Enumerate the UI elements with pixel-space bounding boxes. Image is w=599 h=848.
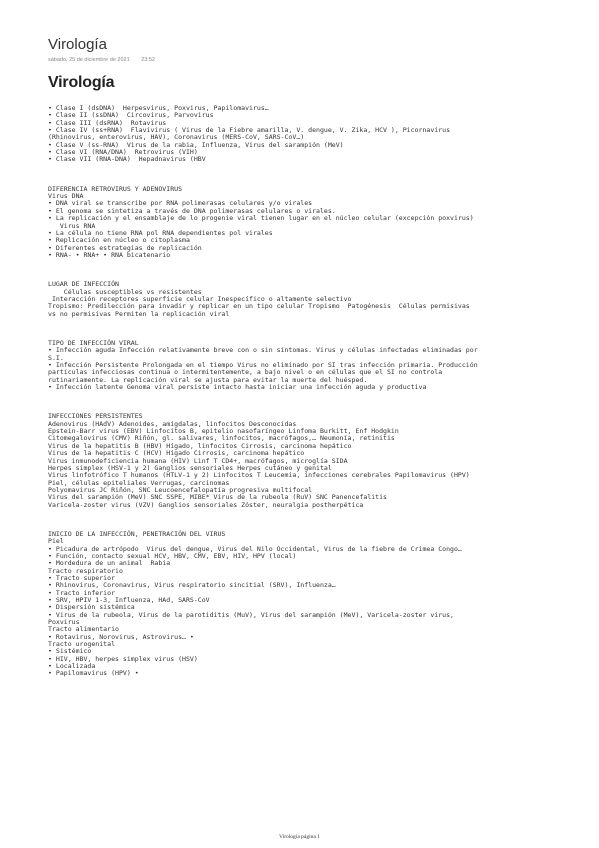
note-section <box>48 281 596 318</box>
blank-line <box>48 399 596 406</box>
text-line: • Sistémico <box>48 647 92 656</box>
text-line: Tracto alimentario <box>48 625 119 634</box>
note-section <box>48 105 596 164</box>
text-line: • Función, contacto sexual HCV, HBV, CMV, EBV, HIV, HPV (local) <box>48 551 297 560</box>
text-line: • Papilomavirus (HPV) • <box>48 669 139 678</box>
text-line: • RNA- • RNA+ • RNA bicatenario <box>48 250 171 259</box>
note-title: Virología <box>48 36 107 53</box>
blank-line <box>48 274 596 281</box>
text-line: Virus de la hepatitis C (HCV) Hígado Cirrosis, carcinoma hepático <box>48 449 305 458</box>
text-line: Epstein-Barr virus (EBV) Linfocitos B, epitelio nasofaríngeo Linfoma Burkitt, Enf Hodgkin <box>48 427 399 436</box>
text-line: Tracto urogenital <box>48 640 116 649</box>
text-line: • El genoma se sintetiza a través de DNA polimerasas celulares o virales. <box>48 206 336 215</box>
blank-line <box>48 509 596 516</box>
note-heading: Virología <box>48 74 115 91</box>
text-line: Virus RNA <box>48 221 96 230</box>
text-line: • DNA viral se transcribe por RNA polimerasas celulares y/o virales <box>48 199 313 208</box>
note-section <box>48 340 596 391</box>
text-line: Varicela-zoster virus (VZV) Ganglios sensoriales Zóster, neuralgia postherpética <box>48 500 364 509</box>
text-line: Células susceptibles vs resistentes <box>48 287 202 296</box>
note-section <box>48 531 596 678</box>
text-line: • Mordedura de un animal Rabia <box>48 559 171 568</box>
text-line: • Diferentes estrategias de replicación <box>48 243 202 252</box>
text-line: • Rhinovirus, Coronavirus, Virus respiratorio sincitial (SRV), Influenza… <box>48 581 336 590</box>
blank-line <box>48 164 596 171</box>
text-line: Tropismo: Predilección para invadir y replicar en un tipo celular Tropismo Patogénesis Células permisivas <box>48 302 470 311</box>
text-line: Virus inmunodeficiencia humana (HIV) Linf T CD4+, macrófagos, microglía SIDA <box>48 456 348 465</box>
text-line: DIFERENCIA RETROVIRUS Y ADENOVIRUS <box>48 184 183 193</box>
text-line: vs no permisivas Permiten la replicación viral <box>48 309 230 318</box>
text-line: • Infección Persistente Prolongada en el tiempo Virus no eliminado por SI tras infección primaria. Producción <box>48 361 478 370</box>
text-line: • Clase I (dsDNA) Herpesvirus, Poxvirus, Papilomavirus… <box>48 104 269 112</box>
text-line: • Clase II (ssDNA) Circovirus, Parvovirus <box>48 111 214 120</box>
text-line: Virus DNA <box>48 192 84 201</box>
text-line: • Tracto superior <box>48 574 116 582</box>
text-line: • HIV, HBV, herpes simplex virus (HSV) <box>48 654 198 663</box>
text-line: • Clase VII (RNA-DNA) Hepadnavirus (HBV <box>48 155 206 164</box>
text-line: Adenovirus (HAdV) Adenoides, amígdalas, linfocitos Desconocidas <box>48 419 297 428</box>
text-line: • Infección latente Genoma viral persiste intacto hasta iniciar una infección aguda y productiva <box>48 383 427 392</box>
text-line: • Clase VI (RNA/DNA) Retrovirus (VIH) <box>48 148 198 157</box>
text-line: INICIO DE LA INFECCIÓN, PENETRACIÓN DEL VIRUS <box>48 529 226 538</box>
text-line: Tracto respiratorio <box>48 566 123 575</box>
blank-line <box>48 391 596 398</box>
note-date-day: sábado, 25 de diciembre de 2021 <box>48 57 130 63</box>
text-line: Citomegalovirus (CMV) Riñón, gl. salivares, linfocitos, macrófagos,… Neumonía, retinitis <box>48 434 395 443</box>
text-line: Interacción receptores superficie celular Inespecífico o altamente selectivo <box>48 294 352 303</box>
text-line: Virus de la hepatitis B (HBV) Hígado, linfocitos Cirrosis, carcinoma hepático <box>48 441 352 450</box>
text-line: • Virus de la rubeola, Virus de la parotiditis (MuV), Virus del sarampión (MeV), Varicela-zoster virus, <box>48 610 454 619</box>
text-line: Poxvirus <box>48 618 80 627</box>
text-line: • Tracto inferior <box>48 588 116 597</box>
blank-line <box>48 325 596 332</box>
page-footer: Virología página 1 <box>279 834 320 840</box>
note-date-time: 23:52 <box>141 57 155 63</box>
text-line: Piel <box>48 537 64 546</box>
text-line: S.I. <box>48 353 64 362</box>
blank-line <box>48 516 596 523</box>
blank-line <box>48 259 596 266</box>
text-line: • SRV, HPIV 1-3, Influenza, HAd, SARS-CoV <box>48 596 210 605</box>
text-line: • Clase V (ss-RNA) Virus de la rabia, Influenza, Virus del sarampión (MeV) <box>48 140 344 149</box>
text-line: Polyomavirus JC Riñón, SNC Leucoencefalopatía progresiva multifocal <box>48 485 313 494</box>
text-line: • Clase IV (ss+RNA) Flavivirus ( Virus de la Fiebre amarilla, V. dengue, V. Zika, HCV ), Picornavirus <box>48 126 451 135</box>
text-line: LUGAR DE INFECCIÓN <box>48 280 119 289</box>
text-line: • La célula no tiene RNA pol RNA dependientes pol virales <box>48 228 273 237</box>
note-section <box>48 413 596 508</box>
text-line: • Infección aguda Infección relativamente breve con o sin síntomas. Virus y células infectadas eliminadas por <box>48 346 478 355</box>
text-line: partículas infecciosas continua o intermitentemente, a bajo nivel o en células que el SI no controla <box>48 368 443 377</box>
text-line: Piel, células epiteliales Verrugas, carcinomas <box>48 478 230 487</box>
text-line: • Replicación en núcleo o citoplasma <box>48 236 190 245</box>
text-line: TIPO DE INFECCIÓN VIRAL <box>48 339 139 347</box>
blank-line <box>48 318 596 325</box>
text-line: • Picadura de artrópodo Virus del dengue, Virus del Nilo Occidental, Virus de la fiebre de Crimea Congo… <box>48 544 462 553</box>
blank-line <box>48 171 596 178</box>
note-body <box>48 105 596 678</box>
text-line: • Localizada <box>48 662 96 671</box>
text-line: • Dispersión sistémica <box>48 603 135 612</box>
text-line: (Rhinovirus, enterovirus, HAV), Coronavirus (MERS-CoV, SARS-CoV…) <box>48 133 305 142</box>
text-line: rutinariamente. La replicación viral se ajusta para evitar la muerte del huésped. <box>48 375 368 384</box>
blank-line <box>48 267 596 274</box>
text-line: • Rotavirus, Norovirus, Astrovirus… • <box>48 632 194 641</box>
text-line: Virus linfotrófico T humanos (HTLV-1 y 2) Linfocitos T Leucemia, infecciones cerebrales Papilomavirus (HPV) <box>48 471 470 480</box>
note-date <box>48 57 165 63</box>
note-section <box>48 186 596 259</box>
text-line: Herpes simplex (HSV-1 y 2) Ganglios sensoriales Herpes cutáneo y genital <box>48 463 332 472</box>
text-line: • La replicación y el ensamblaje de lo progenie viral tienen lugar en el núcleo celular (excepción poxvirus) <box>48 214 474 223</box>
text-line: Virus del sarampión (MeV) SNC SSPE, MIBE* Virus de la rubeola (RuV) SNC Panencefalitis <box>48 493 387 502</box>
text-line: • Clase III (dsRNA) Rotavirus <box>48 118 167 127</box>
text-line: INFECCIONES PERSISTENTES <box>48 412 143 421</box>
